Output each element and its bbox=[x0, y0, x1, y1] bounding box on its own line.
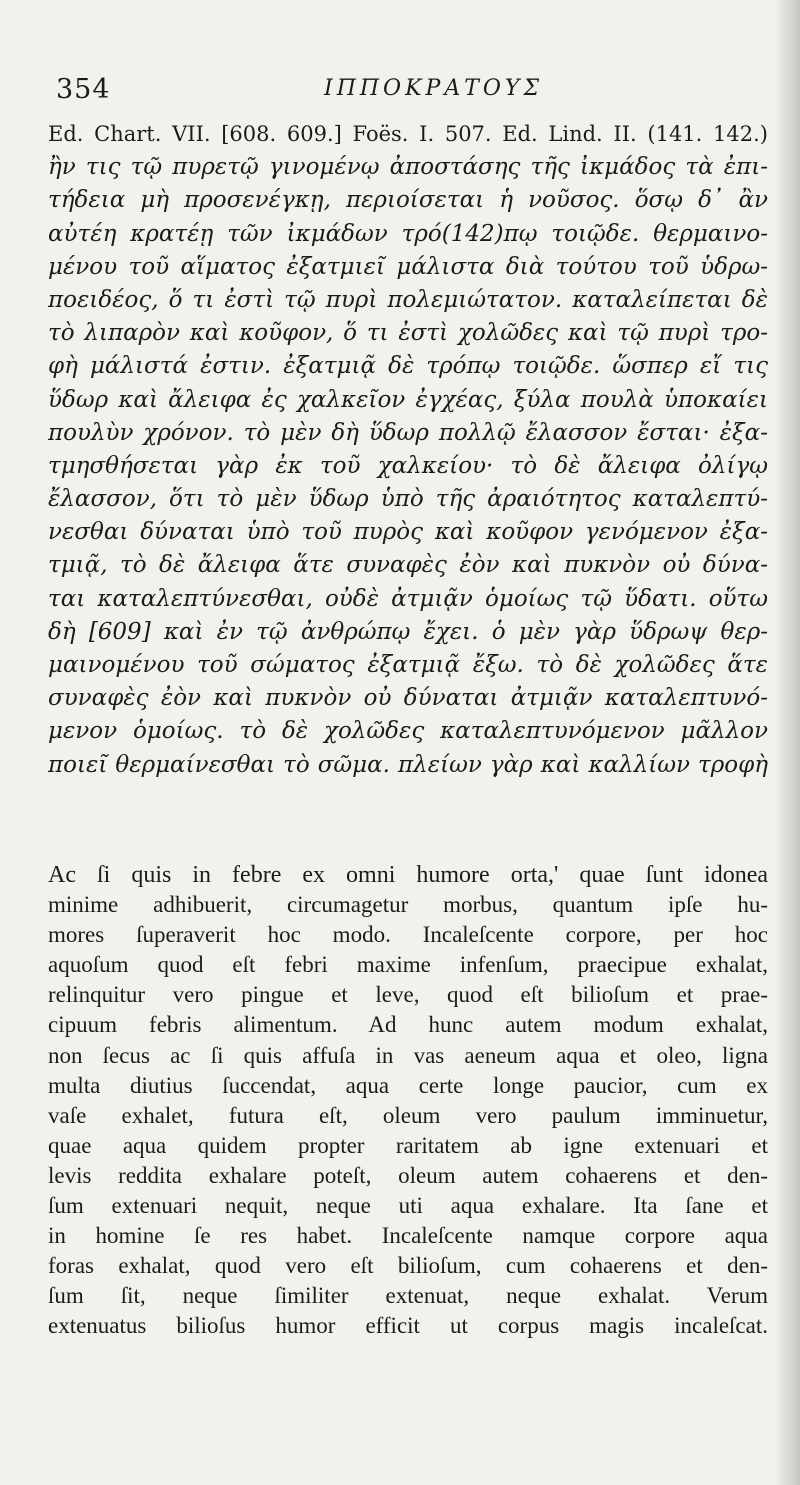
greek-line: συναφὲς ἐὸν καὶ πυκνὸν οὐ δύναται ἀτμιᾷν καταλεπτυνό- bbox=[48, 685, 768, 712]
latin-line: minime adhibuerit, circumagetur morbus, quantum ipſe hu- bbox=[48, 892, 768, 918]
latin-line: ſum ſit, neque ſimiliter extenuat, neque exhalat. Verum bbox=[48, 1283, 768, 1309]
latin-line: Ac ſi quis in febre ex omni humore orta,' quae ſunt idonea bbox=[48, 862, 768, 888]
greek-line: ἢν τις τῷ πυρετῷ γινομένῳ ἀποστάσης τῆς ἰκμάδος τὰ ἐπι- bbox=[48, 154, 768, 181]
greek-line: ἔλασσον, ὅτι τὸ μὲν ὕδωρ ὑπὸ τῆς ἀραιότητος καταλεπτύ- bbox=[48, 486, 768, 513]
latin-line: levis reddita exhalare poteſt, oleum autem cohaerens et den- bbox=[48, 1162, 768, 1188]
running-title: ΙΠΠΟΚΡΑΤΟΥΣ bbox=[324, 76, 544, 101]
page-header bbox=[56, 74, 756, 114]
latin-line: aquoſum quod eſt febri maxime infenſum, praecipue exhalat, bbox=[48, 952, 768, 978]
latin-line: multa diutius ſuccendat, aqua certe longe paucior, cum ex bbox=[48, 1072, 768, 1098]
latin-text-block bbox=[48, 860, 768, 1342]
latin-line: mores ſuperaverit hoc modo. Incaleſcente corpore, per hoc bbox=[48, 922, 768, 948]
greek-text-block bbox=[48, 118, 768, 782]
greek-line: τμησθήσεται γὰρ ἐκ τοῦ χαλκείου· τὸ δὲ ἄλειφα ὀλίγῳ bbox=[48, 452, 768, 479]
latin-line: ſum extenuari nequit, neque uti aqua exhalare. Ita ſane et bbox=[48, 1193, 768, 1219]
latin-line: quae aqua quidem propter raritatem ab igne extenuari et bbox=[48, 1132, 768, 1158]
latin-line: cipuum febris alimentum. Ad hunc autem modum exhalat, bbox=[48, 1012, 768, 1038]
greek-line: τὸ λιπαρὸν καὶ κοῦφον, ὅ τι ἐστὶ χολῶδες καὶ τῷ πυρὶ τρο- bbox=[48, 320, 768, 347]
greek-line: δὴ [609] καὶ ἐν τῷ ἀνθρώπῳ ἔχει. ὁ μὲν γὰρ ὕδρωψ θερ- bbox=[48, 618, 768, 645]
greek-line: ποιεῖ θερμαίνεσθαι τὸ σῶμα. πλείων γὰρ καὶ καλλίων τροφὴ bbox=[48, 751, 768, 778]
latin-line: foras exhalat, quod vero eſt bilioſum, cum cohaerens et den- bbox=[48, 1253, 768, 1279]
greek-line: ποειδέος, ὅ τι ἐστὶ τῷ πυρὶ πολεμιώτατον. καταλείπεται δὲ bbox=[48, 286, 768, 313]
greek-line: μενον ὁμοίως. τὸ δὲ χολῶδες καταλεπτυνόμενον μᾶλλον bbox=[48, 718, 768, 745]
greek-line: τμιᾷ, τὸ δὲ ἄλειφα ἅτε συναφὲς ἐὸν καὶ πυκνὸν οὐ δύνα- bbox=[48, 552, 768, 579]
greek-line: ὕδωρ καὶ ἄλειφα ἐς χαλκεῖον ἐγχέας, ξύλα πουλὰ ὑποκαίει bbox=[48, 386, 768, 413]
greek-line: μένου τοῦ αἵματος ἐξατμιεῖ μάλιστα διὰ τούτου τοῦ ὑδρω- bbox=[48, 253, 768, 280]
binding-shadow bbox=[774, 0, 800, 1485]
greek-line: αὐτέη κρατέῃ τῶν ἰκμάδων τρό(142)πῳ τοιῷδε. θερμαινο- bbox=[48, 220, 768, 247]
greek-line: ται καταλεπτύνεσθαι, οὐδὲ ἀτμιᾷν ὁμοίως τῷ ὕδατι. οὕτω bbox=[48, 585, 768, 612]
greek-line: φὴ μάλιστά ἐστιν. ἐξατμιᾷ δὲ τρόπῳ τοιῷδε. ὥσπερ εἴ τις bbox=[48, 353, 768, 380]
latin-line: extenuatus bilioſus humor efficit ut corpus magis incaleſcat. bbox=[48, 1313, 768, 1339]
greek-line: πουλὺν χρόνον. τὸ μὲν δὴ ὕδωρ πολλῷ ἔλασσον ἔσται· ἐξα- bbox=[48, 419, 768, 446]
greek-line: νεσθαι δύναται ὑπὸ τοῦ πυρὸς καὶ κοῦφον γενόμενον ἐξα- bbox=[48, 519, 768, 546]
greek-line: μαινομένου τοῦ σώματος ἐξατμιᾷ ἔξω. τὸ δὲ χολῶδες ἅτε bbox=[48, 652, 768, 678]
edition-reference: Ed. Chart. VII. [608. 609.] Foës. I. 507. Ed. Lind. II. (141. 142.) bbox=[48, 122, 768, 146]
latin-line: vaſe exhalet, futura eſt, oleum vero paulum imminuetur, bbox=[48, 1102, 768, 1128]
latin-line: relinquitur vero pingue et leve, quod eſt bilioſum et prae- bbox=[48, 982, 768, 1008]
latin-line: non ſecus ac ſi quis affuſa in vas aeneum aqua et oleo, ligna bbox=[48, 1042, 768, 1068]
latin-line: in homine ſe res habet. Incaleſcente namque corpore aqua bbox=[48, 1223, 768, 1249]
page-number: 354 bbox=[56, 74, 111, 105]
greek-line: τήδεια μὴ προσενέγκῃ, περιοίσεται ἡ νοῦσος. ὅσῳ δ᾽ ἂν bbox=[48, 187, 768, 214]
